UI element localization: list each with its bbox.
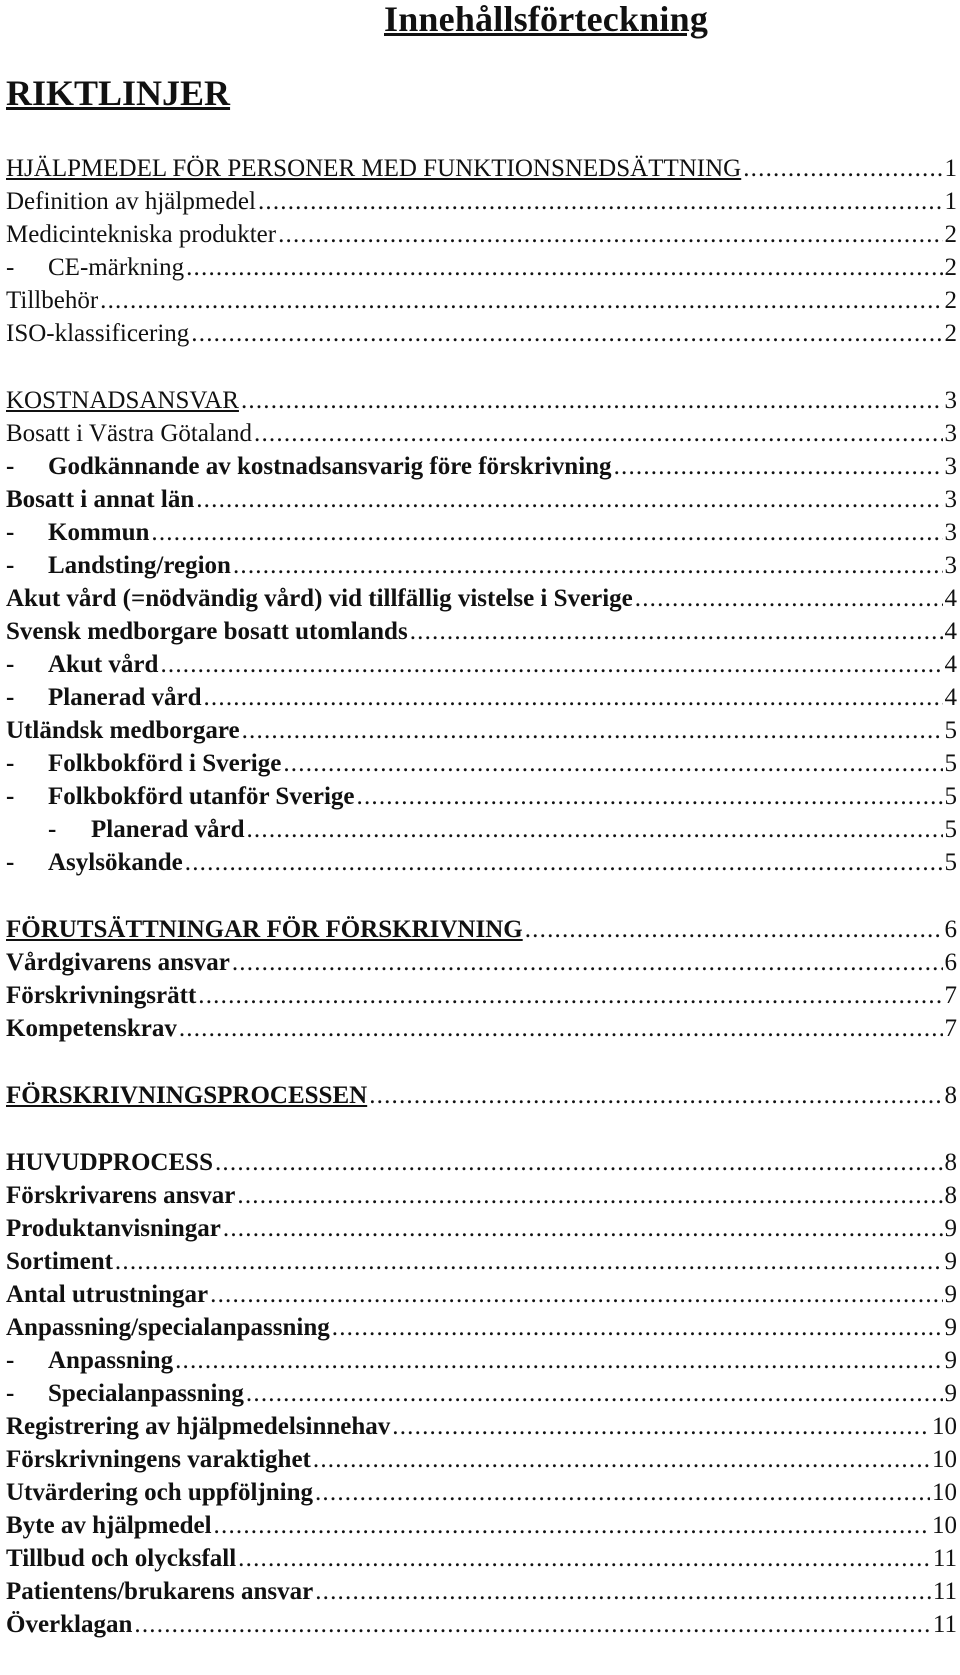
toc-entry-title: Folkbokförd utanför Sverige (48, 783, 355, 810)
toc-entry-title: Förskrivarens ansvar (6, 1182, 236, 1209)
toc-entry[interactable] (6, 747, 957, 780)
toc-entry[interactable] (6, 1608, 957, 1641)
toc-dot-leader (179, 1012, 943, 1045)
toc-page-number: 7 (944, 982, 957, 1009)
toc-page-number: 5 (944, 783, 957, 810)
toc-entry[interactable] (6, 615, 957, 648)
toc-page-number: 11 (932, 1611, 957, 1638)
toc-entry[interactable] (6, 681, 957, 714)
toc-entry-title: Planerad vård (48, 684, 202, 711)
toc-entry-dash: - (6, 849, 15, 876)
toc-dot-leader (203, 681, 942, 714)
toc-page-number: 4 (944, 651, 957, 678)
toc-dot-leader (115, 1245, 943, 1278)
toc-page-number: 8 (944, 1149, 957, 1176)
toc-page-number: 8 (944, 1082, 957, 1109)
toc-entry-title: Vårdgivarens ansvar (6, 949, 230, 976)
toc-dot-leader (233, 549, 943, 582)
toc-page-number: 4 (944, 684, 957, 711)
toc-entry-dash: - (6, 519, 15, 546)
toc-dot-leader (214, 1509, 930, 1542)
toc-entry-title: FÖRSKRIVNINGSPROCESSEN (6, 1082, 368, 1109)
toc-entry[interactable] (6, 648, 957, 681)
toc-entry-title: Överklagan (6, 1611, 133, 1638)
toc-entry-title: Godkännande av kostnadsansvarig före förskrivning (48, 453, 612, 480)
toc-dot-leader (198, 979, 942, 1012)
toc-entry-title: Kommun (48, 519, 150, 546)
toc-entry-title: Registrering av hjälpmedelsinnehav (6, 1413, 391, 1440)
toc-entry[interactable] (6, 1443, 957, 1476)
toc-entry-title: Bosatt i Västra Götaland (6, 420, 253, 447)
toc-entry[interactable] (6, 846, 957, 879)
toc-entry-dash: - (6, 783, 15, 810)
toc-page-number: 4 (944, 618, 957, 645)
toc-entry-title: Akut vård (48, 651, 159, 678)
toc-page-number: 5 (944, 849, 957, 876)
toc-entry-title: Förskrivningens varaktighet (6, 1446, 311, 1473)
toc-entry[interactable] (6, 185, 957, 218)
toc-dot-leader (258, 185, 943, 218)
toc-page-number: 10 (932, 1512, 957, 1539)
toc-entry[interactable] (6, 946, 957, 979)
toc-page-number: 9 (944, 1281, 957, 1308)
toc-entry[interactable] (6, 284, 957, 317)
toc-dot-leader (635, 582, 943, 615)
toc-dot-leader (210, 1278, 942, 1311)
toc-entry-dash: - (6, 453, 15, 480)
toc-entry[interactable] (6, 516, 957, 549)
toc-page-number: 10 (932, 1479, 957, 1506)
toc-dot-leader (410, 615, 943, 648)
toc-entry[interactable] (6, 780, 957, 813)
toc-entry[interactable] (6, 1509, 957, 1542)
toc-dot-leader (357, 780, 943, 813)
toc-page-number: 1 (944, 155, 957, 182)
toc-dot-leader (525, 913, 943, 946)
toc-page-number: 8 (944, 1182, 957, 1209)
toc-entry[interactable] (6, 483, 957, 516)
toc-entry-title: CE-märkning (48, 254, 185, 281)
toc-dot-leader (246, 1377, 943, 1410)
toc-entry-title: Produktanvisningar (6, 1215, 221, 1242)
toc-entry-title: Byte av hjälpmedel (6, 1512, 212, 1539)
toc-entry-title: Svensk medborgare bosatt utomlands (6, 618, 408, 645)
toc-page-number: 11 (932, 1545, 957, 1572)
toc-dot-leader (160, 648, 942, 681)
toc-entry[interactable] (6, 1476, 957, 1509)
toc-entry-dash: - (6, 1380, 15, 1407)
toc-entry-title: Medicintekniska produkter (6, 221, 277, 248)
toc-entry[interactable] (6, 1179, 957, 1212)
toc-page-number: 5 (944, 717, 957, 744)
toc-dot-leader (332, 1311, 943, 1344)
toc-page-number: 3 (944, 387, 957, 414)
toc-entry[interactable] (6, 317, 957, 350)
toc-entry-title: Anpassning (48, 1347, 174, 1374)
toc-entry-title: KOSTNADSANSVAR (6, 387, 239, 414)
table-of-contents (6, 152, 957, 1641)
toc-page-number: 2 (944, 221, 957, 248)
toc-dot-leader (315, 1575, 931, 1608)
toc-entry[interactable] (6, 714, 957, 747)
toc-entry[interactable] (6, 1344, 957, 1377)
toc-entry-title: HJÄLPMEDEL FÖR PERSONER MED FUNKTIONSNEDSÄTTNING (6, 155, 742, 182)
toc-page-number: 9 (944, 1347, 957, 1374)
toc-dot-leader (392, 1410, 930, 1443)
toc-entry[interactable] (6, 251, 957, 284)
toc-entry-dash: - (48, 816, 57, 843)
toc-dot-leader (242, 714, 943, 747)
toc-entry-title: Specialanpassning (48, 1380, 244, 1407)
toc-entry-title: FÖRUTSÄTTNINGAR FÖR FÖRSKRIVNING (6, 916, 523, 943)
toc-page-number: 9 (944, 1248, 957, 1275)
toc-entry-title: Folkbokförd i Sverige (48, 750, 282, 777)
toc-entry-dash: - (6, 750, 15, 777)
toc-dot-leader (238, 1542, 931, 1575)
toc-dot-leader (369, 1079, 942, 1112)
toc-page-number: 9 (944, 1215, 957, 1242)
toc-dot-leader (313, 1443, 930, 1476)
toc-page-number: 2 (944, 287, 957, 314)
toc-page-number: 2 (944, 320, 957, 347)
toc-dot-leader (237, 1179, 942, 1212)
toc-dot-leader (215, 1146, 943, 1179)
toc-entry-title: Tillbehör (6, 287, 99, 314)
toc-entry[interactable] (6, 913, 957, 946)
toc-entry[interactable] (6, 582, 957, 615)
page-title: Innehållsförteckning (384, 0, 709, 39)
toc-entry[interactable] (6, 1278, 957, 1311)
toc-entry-title: Utvärdering och uppföljning (6, 1479, 313, 1506)
toc-dot-leader (175, 1344, 942, 1377)
document-subtitle: RIKTLINJER (6, 73, 231, 113)
toc-page-number: 11 (932, 1578, 957, 1605)
toc-dot-leader (315, 1476, 930, 1509)
toc-entry-dash: - (6, 684, 15, 711)
toc-entry[interactable] (6, 1245, 957, 1278)
toc-dot-leader (254, 417, 942, 450)
toc-entry-title: Asylsökande (48, 849, 183, 876)
toc-entry[interactable] (6, 549, 957, 582)
toc-entry[interactable] (6, 417, 957, 450)
toc-entry[interactable] (6, 1212, 957, 1245)
toc-entry-title: Tillbud och olycksfall (6, 1545, 237, 1572)
toc-entry-dash: - (6, 1347, 15, 1374)
toc-entry-title: Bosatt i annat län (6, 486, 195, 513)
toc-entry[interactable] (6, 1377, 957, 1410)
toc-page-number: 9 (944, 1314, 957, 1341)
toc-page-number: 3 (944, 519, 957, 546)
toc-entry[interactable] (6, 152, 957, 185)
toc-entry-title: Akut vård (=nödvändig vård) vid tillfällig vistelse i Sverige (6, 585, 633, 612)
toc-entry[interactable] (6, 384, 957, 417)
toc-entry-title: ISO-klassificering (6, 320, 190, 347)
toc-entry[interactable] (6, 1079, 957, 1112)
toc-dot-leader (196, 483, 942, 516)
toc-entry-dash: - (6, 552, 15, 579)
toc-page-number: 3 (944, 420, 957, 447)
toc-entry[interactable] (6, 813, 957, 846)
toc-entry-title: Patientens/brukarens ansvar (6, 1578, 314, 1605)
toc-entry-title: Landsting/region (48, 552, 231, 579)
toc-page-number: 7 (944, 1015, 957, 1042)
toc-dot-leader (151, 516, 942, 549)
toc-entry-dash: - (6, 254, 15, 281)
toc-entry[interactable] (6, 450, 957, 483)
toc-dot-leader (191, 317, 942, 350)
toc-page-number: 5 (944, 816, 957, 843)
toc-entry-title: Kompetenskrav (6, 1015, 177, 1042)
toc-entry[interactable] (6, 1542, 957, 1575)
toc-page-number: 6 (944, 949, 957, 976)
toc-entry[interactable] (6, 979, 957, 1012)
toc-entry-title: HUVUDPROCESS (6, 1149, 213, 1176)
toc-page-number: 6 (944, 916, 957, 943)
toc-dot-leader (100, 284, 942, 317)
toc-page-number: 9 (944, 1380, 957, 1407)
toc-entry-title: Anpassning/specialanpassning (6, 1314, 330, 1341)
toc-entry[interactable] (6, 1311, 957, 1344)
toc-entry-title: Planerad vård (91, 816, 245, 843)
toc-dot-leader (186, 251, 942, 284)
toc-page-number: 3 (944, 486, 957, 513)
toc-entry[interactable] (6, 218, 957, 251)
toc-dot-leader (241, 384, 943, 417)
toc-page-number: 10 (932, 1413, 957, 1440)
toc-entry[interactable] (6, 1575, 957, 1608)
toc-entry-title: Sortiment (6, 1248, 113, 1275)
toc-entry-title: Förskrivningsrätt (6, 982, 197, 1009)
toc-dot-leader (743, 152, 942, 185)
toc-entry-title: Antal utrustningar (6, 1281, 209, 1308)
toc-entry-title: Definition av hjälpmedel (6, 188, 256, 215)
toc-entry[interactable] (6, 1410, 957, 1443)
toc-dot-leader (278, 218, 942, 251)
toc-page-number: 4 (944, 585, 957, 612)
toc-dot-leader (614, 450, 943, 483)
toc-entry-title: Utländsk medborgare (6, 717, 240, 744)
toc-entry-dash: - (6, 651, 15, 678)
toc-page-number: 3 (944, 552, 957, 579)
toc-page-number: 1 (944, 188, 957, 215)
toc-dot-leader (223, 1212, 943, 1245)
toc-page-number: 2 (944, 254, 957, 281)
toc-page-number: 5 (944, 750, 957, 777)
toc-page-number: 10 (932, 1446, 957, 1473)
toc-dot-leader (246, 813, 942, 846)
toc-dot-leader (134, 1608, 931, 1641)
toc-page-number: 3 (944, 453, 957, 480)
toc-dot-leader (283, 747, 942, 780)
toc-dot-leader (232, 946, 943, 979)
toc-entry[interactable] (6, 1012, 957, 1045)
toc-entry[interactable] (6, 1146, 957, 1179)
toc-dot-leader (185, 846, 943, 879)
